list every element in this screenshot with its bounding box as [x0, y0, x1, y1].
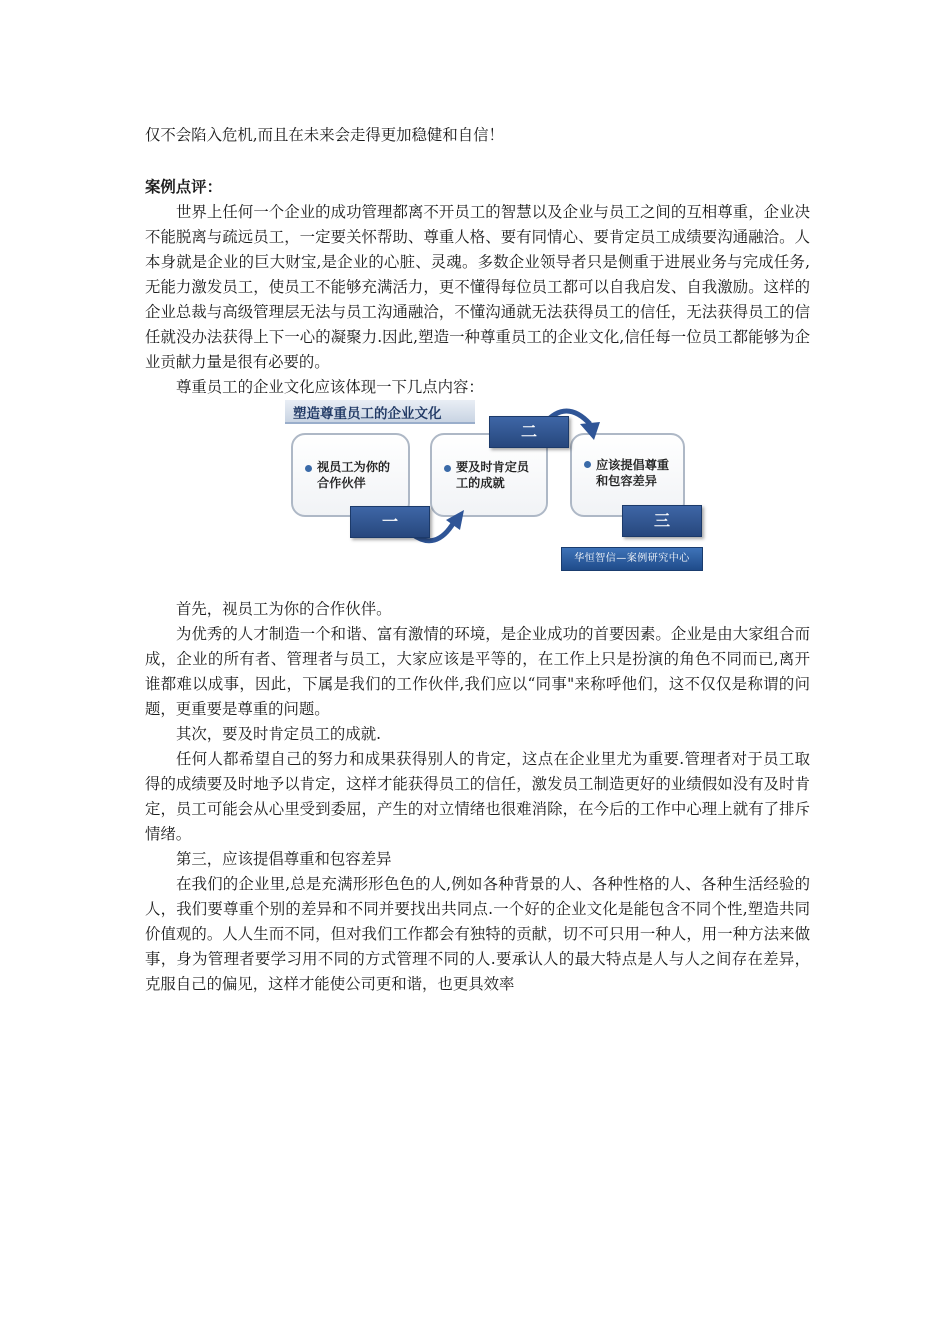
diagram-box-1 [291, 433, 410, 517]
point-heading: 首先，视员工为你的合作伙伴。 [176, 600, 392, 618]
point-paragraph: 为优秀的人才制造一个和谐、富有激情的环境，是企业成功的首要因素。企业是由大家组合而成，企业的所有者、管理者与员工，大家应该是平等的，在工作上只是扮演的角色不同而已,离开谁都难以成事，因此，下属是我们的工作伙伴,我们应以“同事"来称呼他们，这不仅仅是称谓的问题，更重要是尊重的问题。 [145, 625, 810, 718]
diagram-title: 塑造尊重员工的企业文化 [293, 406, 442, 422]
bullet-icon [584, 461, 591, 468]
diagram-box-label: 视员工为你的合作伙伴 [317, 460, 391, 490]
diagram-box-label: 要及时肯定员工的成就 [456, 460, 530, 490]
step-number-badge: 一 [350, 506, 430, 538]
section-heading: 案例点评： [145, 178, 222, 196]
lead-text-block [145, 123, 810, 148]
diagram-source-label: 华恒智信—案例研究中心 [561, 547, 703, 571]
points-section [145, 597, 810, 997]
lead-paragraph: 仅不会陷入危机,而且在未来会走得更加稳健和自信！ [145, 126, 504, 144]
diagram-title-band [285, 400, 475, 424]
intro-paragraph: 尊重员工的企业文化应该体现一下几点内容： [176, 378, 484, 396]
point-paragraph: 任何人都希望自己的努力和成果获得别人的肯定，这点在企业里尤为重要.管理者对于员工取得的成绩要及时地予以肯定，这样才能获得员工的信任，激发员工制造更好的业绩假如没有及时肯定，员工可能会从心里受到委屈，产生的对立情绪也很难消除，在今后的工作中心理上就有了排斥情绪。 [145, 750, 810, 843]
step-number-badge: 二 [489, 416, 569, 448]
point-heading: 第三，应该提倡尊重和包容差异 [176, 850, 392, 868]
point-paragraph: 在我们的企业里,总是充满形形色色的人,例如各种背景的人、各种性格的人、各种生活经验的人，我们要尊重个别的差异和不同并要找出共同点.一个好的企业文化是能包含不同个性,塑造共同价值观的。人人生而不同，但对我们工作都会有独特的贡献，切不可只用一种人，用一种方法来做事，身为管理者要学习用不同的方式管理不同的人.要承认人的最大特点是人与人之间存在差异，克服自己的偏见，这样才能使公司更和谐，也更具效率 [145, 875, 810, 993]
bullet-icon [305, 465, 312, 472]
culture-diagram [283, 400, 708, 575]
bullet-icon [444, 465, 451, 472]
step-number-badge: 三 [622, 505, 702, 537]
review-paragraph: 世界上任何一个企业的成功管理都离不开员工的智慧以及企业与员工之间的互相尊重，企业决不能脱离与疏远员工，一定要关怀帮助、尊重人格、要有同情心、要肯定员工成绩要沟通融洽。人本身就是企业的巨大财宝,是企业的心脏、灵魂。多数企业领导者只是侧重于进展业务与完成任务,无能力激发员工，使员工不能够充满活力，更不懂得每位员工都可以自我启发、自我激励。这样的企业总裁与高级管理层无法与员工沟通融洽，不懂沟通就无法获得员工的信任，无法获得员工的信任就没办法获得上下一心的凝聚力.因此,塑造一种尊重员工的企业文化,信任每一位员工都能够为企业贡献力量是很有必要的。 [145, 203, 810, 371]
point-heading: 其次，要及时肯定员工的成就. [176, 725, 381, 743]
case-review-section [145, 175, 810, 400]
diagram-box-label: 应该提倡尊重和包容差异 [596, 458, 670, 488]
